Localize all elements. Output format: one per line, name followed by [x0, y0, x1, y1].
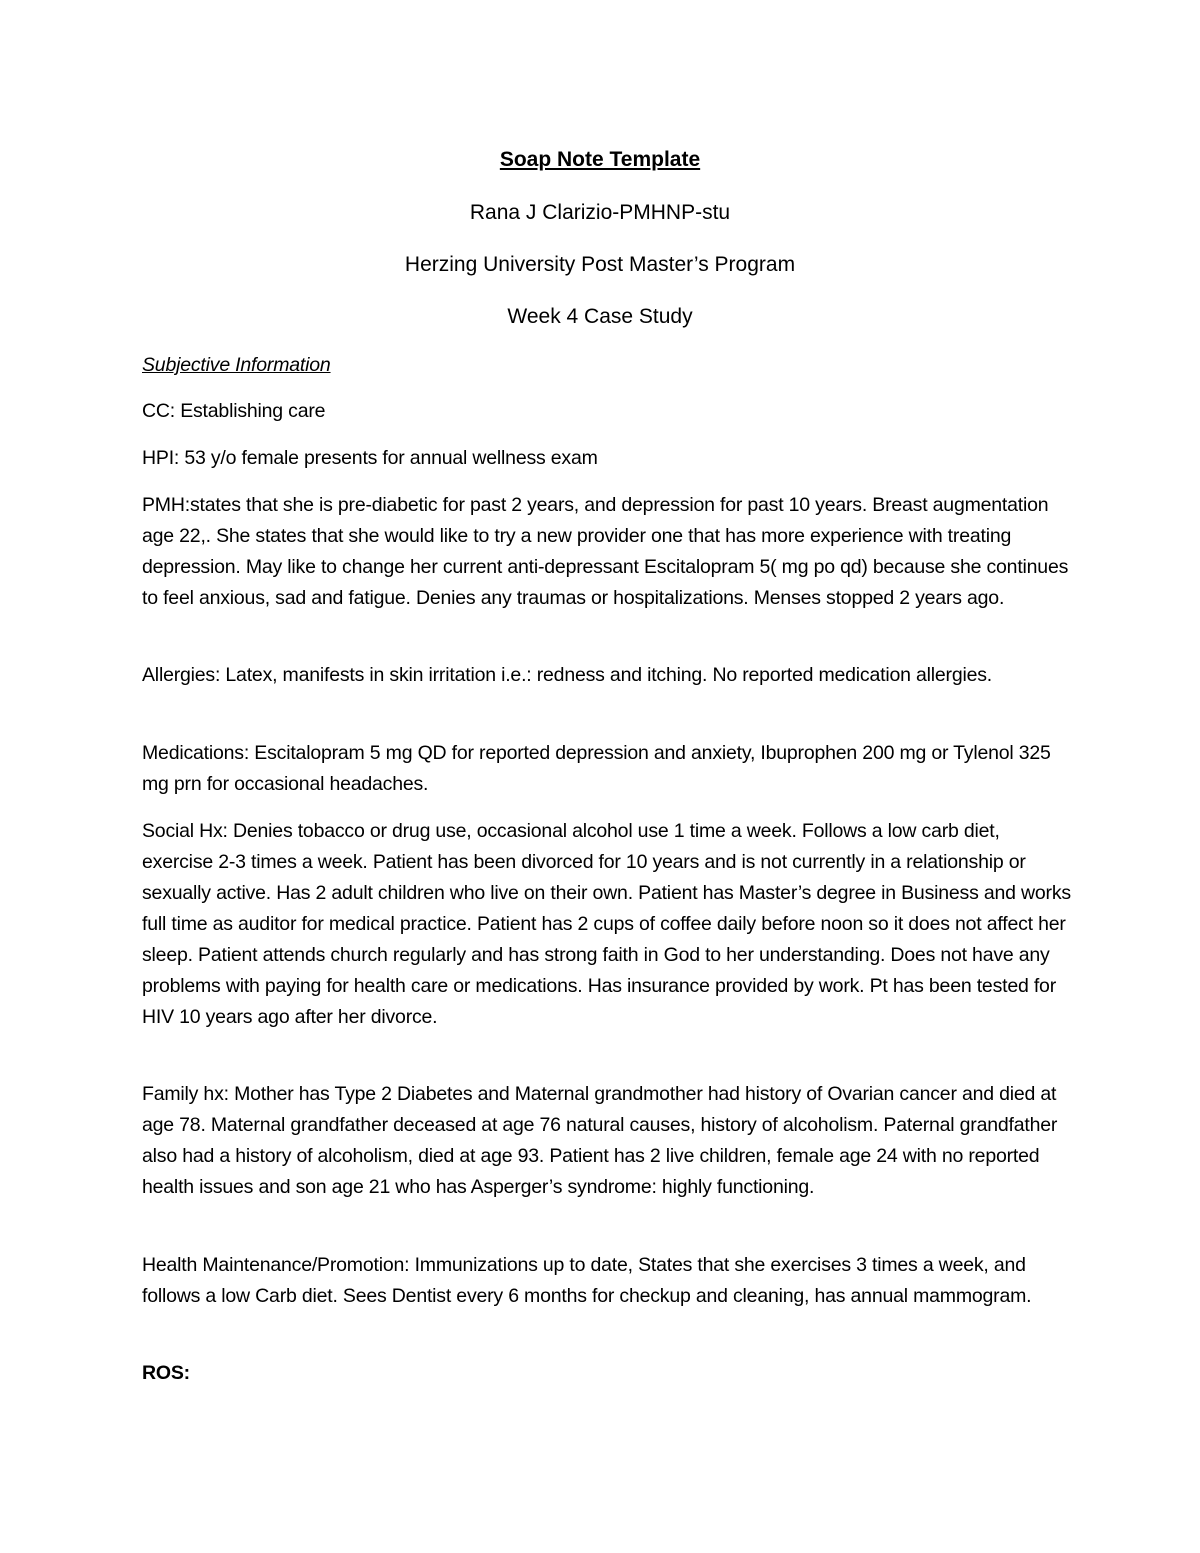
pmh-paragraph: PMH:states that she is pre-diabetic for past 2 years, and depression for past 10 years. Breast augmentation age 22,. She states that she would like to try a new provider one that has more experience with treating depression. May like to change her current anti-depressant Escitalopram 5( mg po qd) because she continues to feel anxious, sad and fatigue. Denies any traumas or hospitalizations. Menses stopped 2 years ago.: [142, 494, 1069, 609]
chief-complaint-paragraph: CC: Establishing care: [142, 400, 326, 422]
program-line: Herzing University Post Master’s Program: [404, 253, 796, 276]
ros-heading: ROS:: [142, 1362, 190, 1384]
document-title: Soap Note Template: [499, 148, 701, 171]
allergies-paragraph: Allergies: Latex, manifests in skin irritation i.e.: redness and itching. No reported medication allergies.: [142, 664, 993, 686]
medications-paragraph: Medications: Escitalopram 5 mg QD for reported depression and anxiety, Ibuprophen 200 mg or Tylenol 325 mg prn for occasional headaches.: [142, 742, 1051, 795]
section-heading-subjective: Subjective Information: [142, 354, 331, 376]
assignment-line: Week 4 Case Study: [507, 305, 693, 328]
author-line: Rana J Clarizio-PMHNP-stu: [469, 201, 731, 224]
health-maintenance-paragraph: Health Maintenance/Promotion: Immunizations up to date, States that she exercises 3 times a week, and follows a low Carb diet. Sees Dentist every 6 months for checkup and cleaning, has annual mammogram.: [142, 1254, 1032, 1307]
hpi-paragraph: HPI: 53 y/o female presents for annual wellness exam: [142, 447, 598, 469]
social-history-paragraph: Social Hx: Denies tobacco or drug use, occasional alcohol use 1 time a week. Follows a low carb diet, exercise 2-3 times a week. Patient has been divorced for 10 years and is not currently in a relationship or sexually active. Has 2 adult children who live on their own. Patient has Master’s degree in Business and works full time as auditor for medical practice. Patient has 2 cups of coffee daily before noon so it does not affect her sleep. Patient attends church regularly and has strong faith in God to her understanding. Does not have any problems with paying for health care or medications. Has insurance provided by work. Pt has been tested for HIV 10 years ago after her divorce.: [142, 820, 1071, 1028]
family-history-paragraph: Family hx: Mother has Type 2 Diabetes and Maternal grandmother had history of Ovarian cancer and died at age 78. Maternal grandfather deceased at age 76 natural causes, history of alcoholism. Paternal grandfather also had a history of alcoholism, died at age 93. Patient has 2 live children, female age 24 with no reported health issues and son age 21 who has Asperger’s syndrome: highly functioning.: [142, 1083, 1058, 1198]
